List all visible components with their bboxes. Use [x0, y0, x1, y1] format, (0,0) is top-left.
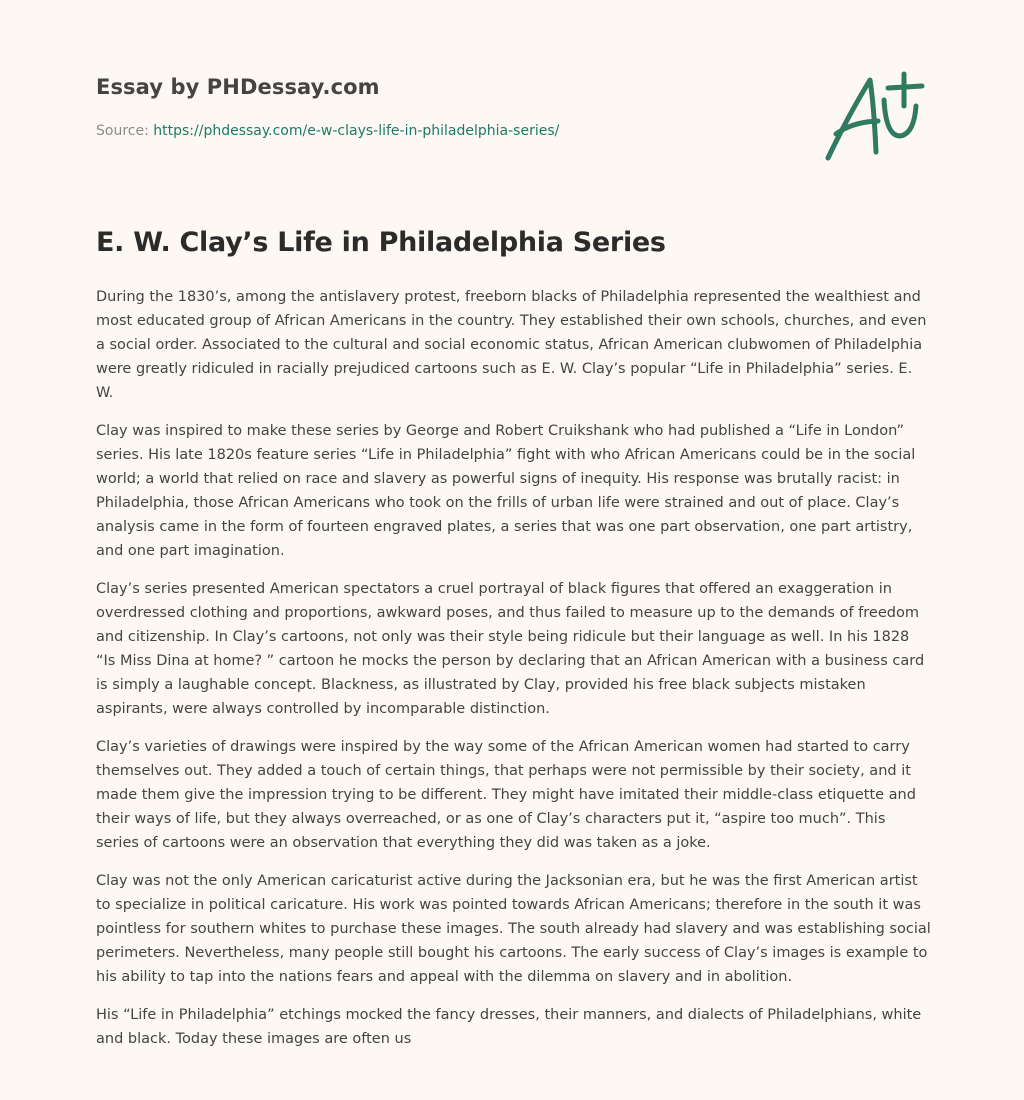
source-label: Source:	[96, 123, 154, 139]
essay-paragraph: His “Life in Philadelphia” etchings mocked the fancy dresses, their manners, and dialects of Philadelphians, white and black. Today these images are often us	[96, 1007, 922, 1047]
essay-paragraph: Clay was inspired to make these series by George and Robert Cruikshank who had published a “Life in London” series. His late 1820s feature series “Life in Philadelphia” fight with who African Americans could be in the social world; a world that relied on race and slavery as powerful signs of inequity. His response was brutally racist: in Philadelphia, those African Americans who took on the frills of urban life were strained and out of place. Clay’s analysis came in the form of fourteen engraved plates, a series that was one part observation, one part artistry, and one part imagination.	[96, 423, 916, 559]
source-link[interactable]: https://phdessay.com/e-w-clays-life-in-philadelphia-series/	[153, 123, 560, 139]
essay-paragraph: Clay’s varieties of drawings were inspired by the way some of the African American women had started to carry themselves out. They added a touch of certain things, that perhaps were not permissible by their society, and it made them give the impression trying to be different. They might have imitated their middle-class etiquette and their ways of life, but they always overreached, or as one of Clay’s characters put it, “aspire too much”. This series of cartoons were an observation that everything they did was taken as a joke.	[96, 739, 916, 851]
essay-body	[96, 285, 932, 1065]
essay-title: E. W. Clay’s Life in Philadelphia Series	[96, 227, 666, 258]
essay-paragraph: During the 1830’s, among the antislavery protest, freeborn blacks of Philadelphia represented the wealthiest and most educated group of African Americans in the country. They established their own schools, churches, and even a social order. Associated to the cultural and social economic status, African American clubwomen of Philadelphia were greatly ridiculed in racially prejudiced cartoons such as E. W. Clay’s popular “Life in Philadelphia” series. E. W.	[96, 289, 927, 401]
essay-paragraph: Clay was not the only American caricaturist active during the Jacksonian era, but he was the first American artist to specialize in political caricature. His work was pointed towards African Americans; therefore in the south it was pointless for southern whites to purchase these images. The south already had slavery and was establishing social perimeters. Nevertheless, many people still bought his cartoons. The early success of Clay’s images is example to his ability to tap into the nations fears and appeal with the dilemma on slavery and in abolition.	[96, 873, 931, 985]
a-plus-logo-icon	[818, 66, 930, 166]
essay-paragraph: Clay’s series presented American spectators a cruel portrayal of black figures that offered an exaggeration in overdressed clothing and proportions, awkward poses, and thus failed to measure up to the demands of freedom and citizenship. In Clay’s cartoons, not only was their style being ridicule but their language as well. In his 1828 “Is Miss Dina at home? ” cartoon he mocks the person by declaring that an African American with a business card is simply a laughable concept. Blackness, as illustrated by Clay, provided his free black subjects mistaken aspirants, were always controlled by incomparable distinction.	[96, 581, 925, 717]
site-brand: Essay by PHDessay.com	[96, 75, 380, 99]
source-line	[96, 123, 559, 139]
